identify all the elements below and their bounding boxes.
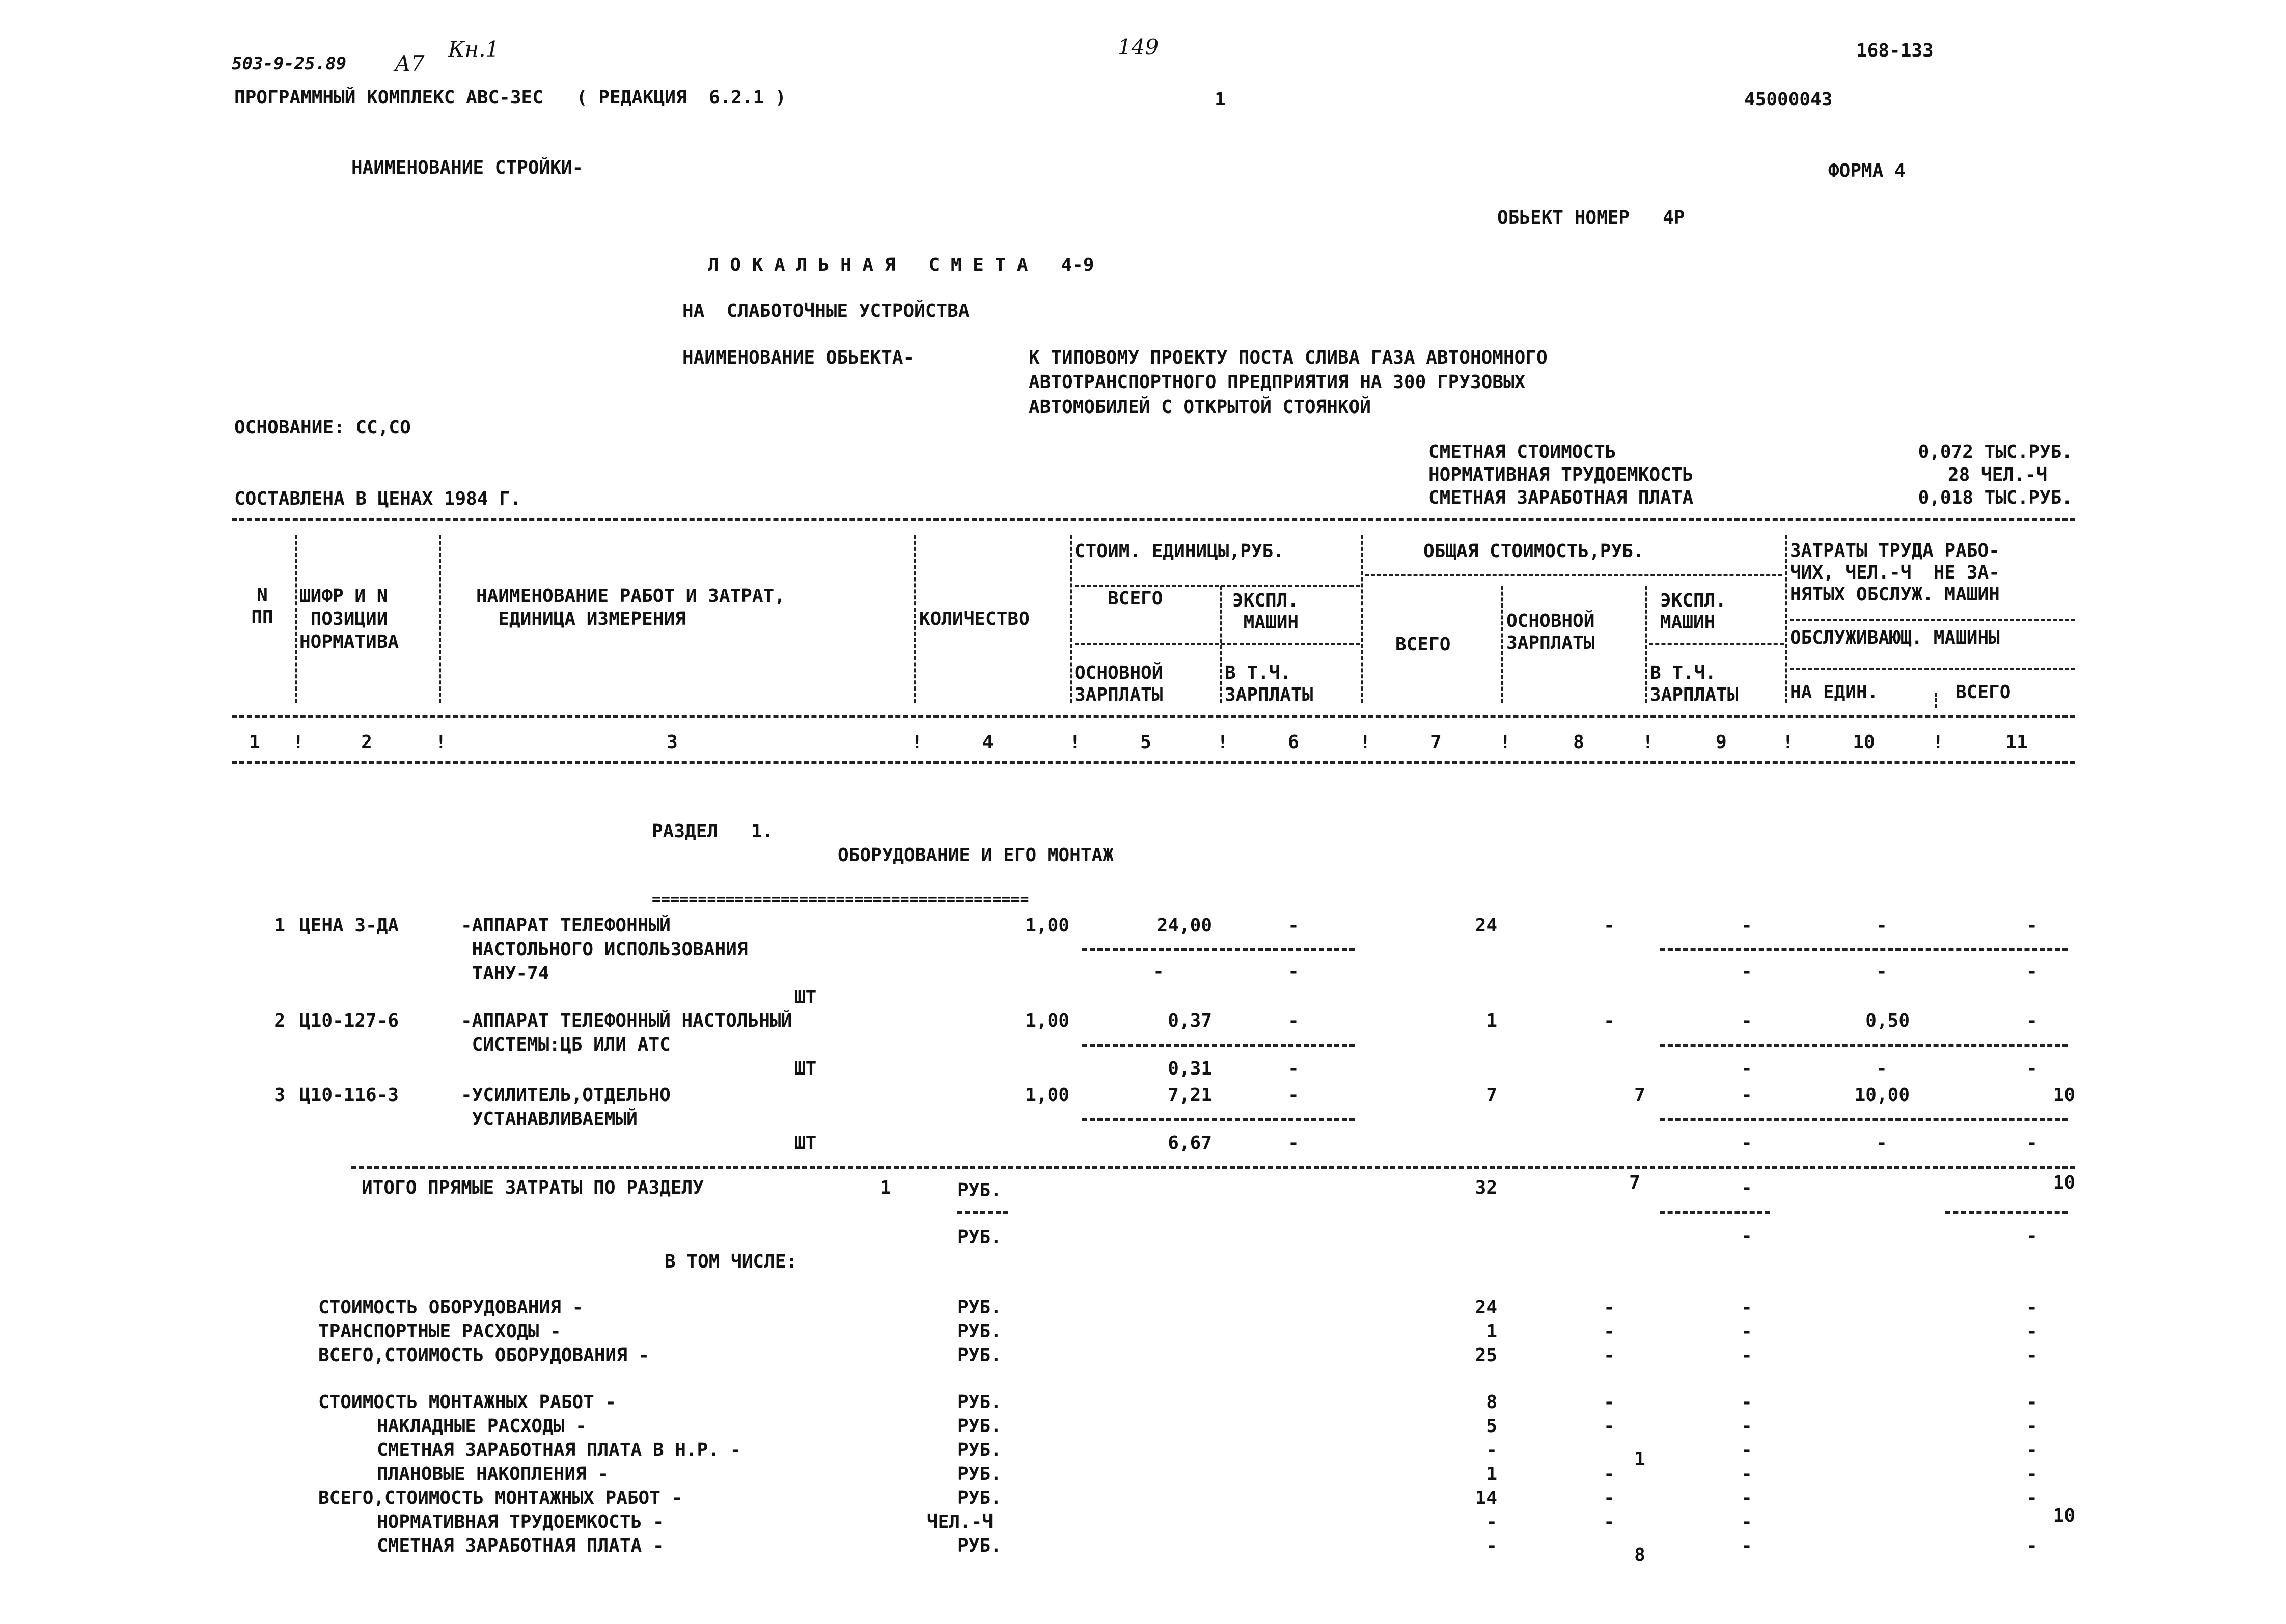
breakdown-mach: - <box>1741 1511 1752 1532</box>
breakdown-wage: - <box>1604 1392 1615 1413</box>
item-unit: ШТ <box>794 1058 817 1079</box>
col-header-total-incl: В Т.Ч. ЗАРПЛАТЫ <box>1650 663 1739 706</box>
col-header-total-all: ВСЕГО <box>1395 634 1451 655</box>
item-unit-total: 7,21 <box>1168 1085 1212 1106</box>
item-incl: - <box>1741 961 1752 982</box>
subheader-rule <box>1649 643 1784 645</box>
object-name-line: К ТИПОВОМУ ПРОЕКТУ ПОСТА СЛИВА ГАЗА АВТОНОМНОГО <box>1029 347 1548 368</box>
item-labor-unit: 10,00 <box>1854 1085 1910 1106</box>
item-qty: 1,00 <box>1025 1010 1069 1031</box>
item-labor-all: - <box>2026 1058 2037 1079</box>
summary-label: СМЕТНАЯ ЗАРАБОТНАЯ ПЛАТА <box>1428 487 1694 508</box>
breakdown-mach: - <box>1741 1440 1752 1461</box>
breakdown-labor: - <box>2026 1321 2037 1342</box>
column-number: 7 <box>1430 732 1442 753</box>
item-number: 2 <box>274 1010 285 1031</box>
section-label: РАЗДЕЛ 1. <box>652 821 774 842</box>
itogo-mach: - <box>1741 1177 1752 1198</box>
item-total: 7 <box>1486 1085 1497 1106</box>
breakdown-wage: - <box>1604 1345 1615 1366</box>
item-unit-mach: - <box>1288 1010 1299 1031</box>
forma-label: ФОРМА 4 <box>1828 160 1906 181</box>
summary-value: 28 ЧЕЛ.-Ч <box>1947 464 2047 485</box>
item-qty: 1,00 <box>1025 1085 1069 1106</box>
breakdown-total: 1 <box>1486 1464 1497 1484</box>
breakdown-mach: - <box>1741 1416 1752 1437</box>
column-separator <box>1501 586 1503 703</box>
itogo-wage: 7 <box>1629 1172 1640 1193</box>
item-number: 1 <box>274 915 285 936</box>
document-code: 45000043 <box>1744 89 1833 110</box>
program-line: ПРОГРАММНЫЙ КОМПЛЕКС АВС-3ЕС ( РЕДАКЦИЯ 6.2.1 ) <box>234 87 786 108</box>
item-name-line: СИСТЕМЫ:ЦБ ИЛИ АТС <box>461 1034 671 1055</box>
item-labor-unit: - <box>1876 1133 1887 1153</box>
item-labor-all: - <box>2026 915 2037 936</box>
breakdown-label: СТОИМОСТЬ ОБОРУДОВАНИЯ - <box>318 1297 584 1318</box>
item-name-line: -АППАРАТ ТЕЛЕФОННЫЙ НАСТОЛЬНЫЙ <box>461 1010 792 1031</box>
section-separator: ========================================= <box>652 891 1029 909</box>
including-label: В ТОМ ЧИСЛЕ: <box>665 1251 797 1272</box>
col-header-n: N ПП <box>251 585 273 628</box>
breakdown-total: 5 <box>1486 1416 1497 1437</box>
item-labor-unit: - <box>1876 915 1887 936</box>
column-numbers-rule <box>232 761 2075 764</box>
item-mach: - <box>1741 1085 1752 1106</box>
breakdown-labor: - <box>2026 1297 2037 1318</box>
breakdown-labor: - <box>2026 1392 2037 1413</box>
col-header-qty: КОЛИЧЕСТВО <box>919 609 1030 629</box>
col-header-total-cost: ОБЩАЯ СТОИМОСТЬ,РУБ. <box>1423 541 1644 562</box>
breakdown-total: 1 <box>1486 1321 1497 1342</box>
archive-stamp-book: Кн.1 <box>448 37 500 62</box>
item-labor-unit: - <box>1876 961 1887 982</box>
breakdown-label: НАКЛАДНЫЕ РАСХОДЫ - <box>377 1416 587 1437</box>
item-labor-unit: - <box>1876 1058 1887 1079</box>
item-incl: - <box>1741 1133 1752 1153</box>
item-name-line: УСТАНАВЛИВАЕМЫЙ <box>461 1109 638 1130</box>
item-code: Ц10-116-3 <box>299 1085 399 1106</box>
itogo-total: 32 <box>1475 1177 1497 1198</box>
item-name-line: ТАНУ-74 <box>461 963 549 984</box>
table-header-rule <box>232 715 2075 718</box>
summary-label: СМЕТНАЯ СТОИМОСТЬ <box>1428 442 1616 462</box>
col-header-unit-mach: ЭКСПЛ. МАШИН <box>1232 590 1299 634</box>
col-header-labor-unit: НА ЕДИН. <box>1790 682 1879 703</box>
breakdown-total: 25 <box>1475 1345 1497 1366</box>
column-number: 8 <box>1573 732 1584 753</box>
itogo-mach-2: - <box>1741 1226 1752 1247</box>
breakdown-mach: - <box>1741 1345 1752 1366</box>
breakdown-unit: РУБ. <box>957 1535 1002 1556</box>
item-number: 3 <box>274 1085 285 1106</box>
breakdown-mach: - <box>1741 1535 1752 1556</box>
item-unit-mach: - <box>1288 915 1299 936</box>
col-header-total-wage: ОСНОВНОЙ ЗАРПЛАТЫ <box>1506 611 1595 654</box>
item-name-line: -УСИЛИТЕЛЬ,ОТДЕЛЬНО <box>461 1085 671 1106</box>
column-separator <box>1785 535 1787 703</box>
breakdown-label: ПЛАНОВЫЕ НАКОПЛЕНИЯ - <box>377 1464 609 1484</box>
col-header-labor-all: ВСЕГО <box>1956 682 2011 703</box>
breakdown-mach: - <box>1741 1488 1752 1508</box>
breakdown-wage: - <box>1604 1416 1615 1437</box>
breakdown-total: 24 <box>1475 1297 1497 1318</box>
breakdown-labor: - <box>2026 1440 2037 1461</box>
column-separator <box>295 535 297 703</box>
item-labor-all: 10 <box>2053 1085 2075 1106</box>
item-incl: - <box>1741 1058 1752 1079</box>
breakdown-labor: - <box>2026 1345 2037 1366</box>
column-separator <box>914 535 916 703</box>
itogo-top-rule <box>351 1166 2075 1169</box>
item-name-line: НАСТОЛЬНОГО ИСПОЛЬЗОВАНИЯ <box>461 939 748 960</box>
item-mach: - <box>1741 1010 1752 1031</box>
breakdown-unit: РУБ. <box>957 1416 1002 1437</box>
itogo-label: ИТОГО ПРЯМЫЕ ЗАТРАТЫ ПО РАЗДЕЛУ <box>362 1177 704 1198</box>
breakdown-labor: - <box>2026 1535 2037 1556</box>
archive-stamp: 503-9-25.89 <box>232 53 347 74</box>
column-separator <box>439 535 441 703</box>
col-header-unit-incl: В Т.Ч. ЗАРПЛАТЫ <box>1225 663 1313 706</box>
breakdown-wage: - <box>1604 1511 1615 1532</box>
section-title: ОБОРУДОВАНИЕ И ЕГО МОНТАЖ <box>838 845 1114 866</box>
breakdown-label: ВСЕГО,СТОИМОСТЬ МОНТАЖНЫХ РАБОТ - <box>318 1488 683 1508</box>
column-number: 9 <box>1716 732 1727 753</box>
col-header-total-mach: ЭКСПЛ. МАШИН <box>1660 590 1727 634</box>
col-header-unit-total: ВСЕГО <box>1108 588 1163 609</box>
column-number: 10 <box>1853 732 1875 753</box>
object-number: ОБЬЕКТ НОМЕР 4Р <box>1497 207 1685 228</box>
subheader-rule <box>1790 668 2075 670</box>
column-separator <box>1361 535 1363 703</box>
item-unit-wage: - <box>1153 961 1164 982</box>
item-unit-wage: 0,31 <box>1168 1058 1212 1079</box>
subheader-rule <box>1365 574 1782 576</box>
subheader-rule <box>1075 643 1360 645</box>
item-wage: 7 <box>1634 1085 1645 1106</box>
breakdown-mach: - <box>1741 1392 1752 1413</box>
item-labor-all: - <box>2026 961 2037 982</box>
itogo-unit-2: РУБ. <box>957 1227 1002 1248</box>
column-number: 4 <box>982 732 994 753</box>
column-number: 11 <box>2005 732 2028 753</box>
breakdown-wage: - <box>1604 1464 1615 1484</box>
breakdown-wage: - <box>1604 1321 1615 1342</box>
breakdown-total: - <box>1486 1511 1497 1532</box>
breakdown-unit: РУБ. <box>957 1440 1002 1461</box>
column-number: 6 <box>1288 732 1299 753</box>
item-unit-total: 0,37 <box>1168 1010 1212 1031</box>
item-total: 1 <box>1486 1010 1497 1031</box>
item-labor-all: - <box>2026 1133 2037 1153</box>
item-unit-incl: - <box>1288 961 1299 982</box>
subheader-rule <box>1790 619 2075 621</box>
breakdown-wage: 1 <box>1634 1449 1645 1470</box>
breakdown-unit: РУБ. <box>957 1392 1002 1413</box>
column-number: 1 <box>249 732 260 753</box>
page-number: 149 <box>1118 35 1159 60</box>
item-unit-incl: - <box>1288 1058 1299 1079</box>
col-header-unit-wage: ОСНОВНОЙ ЗАРПЛАТЫ <box>1075 663 1163 706</box>
itogo-section: 1 <box>880 1177 891 1198</box>
breakdown-unit: ЧЕЛ.-Ч <box>927 1511 994 1532</box>
col-header-code: ШИФР И N ПОЗИЦИИ НОРМАТИВА <box>299 586 399 652</box>
breakdown-mach: - <box>1741 1297 1752 1318</box>
itogo-labor: 10 <box>2053 1172 2075 1193</box>
item-labor-unit: 0,50 <box>1865 1010 1910 1031</box>
item-total: 24 <box>1475 915 1497 936</box>
breakdown-wage: - <box>1604 1297 1615 1318</box>
document-title: Л О К А Л Ь Н А Я С М Е Т А 4-9 <box>708 255 1094 276</box>
basis-line: ОСНОВАНИЕ: СС,СО <box>234 417 411 438</box>
stroyka-label: НАИМЕНОВАНИЕ СТРОЙКИ- <box>351 157 584 178</box>
col-header-labor-serv: ОБСЛУЖИВАЮЩ. МАШИНЫ <box>1790 627 2000 648</box>
item-unit-incl: - <box>1288 1133 1299 1153</box>
sheet-number: 1 <box>1215 89 1226 110</box>
breakdown-unit: РУБ. <box>957 1488 1002 1508</box>
breakdown-wage: - <box>1604 1488 1615 1508</box>
item-code: Ц10-127-6 <box>299 1010 399 1031</box>
item-mach: - <box>1741 915 1752 936</box>
item-unit: ШТ <box>794 987 817 1008</box>
col-header-name: НАИМЕНОВАНИЕ РАБОТ И ЗАТРАТ, ЕДИНИЦА ИЗМЕРЕНИЯ <box>476 586 785 629</box>
subheader-rule <box>1075 585 1360 587</box>
item-name-line: -АППАРАТ ТЕЛЕФОННЫЙ <box>461 915 671 936</box>
itogo-labor-2: - <box>2026 1226 2037 1247</box>
breakdown-wage: 8 <box>1634 1545 1645 1565</box>
col-header-unit-cost: СТОИМ. ЕДИНИЦЫ,РУБ. <box>1075 541 1284 562</box>
breakdown-total: - <box>1486 1535 1497 1556</box>
column-separator <box>1935 693 1937 708</box>
breakdown-labor: - <box>2026 1416 2037 1437</box>
table-top-rule <box>232 518 2075 521</box>
item-labor-all: - <box>2026 1010 2037 1031</box>
object-name-label: НАИМЕНОВАНИЕ ОБЬЕКТА- <box>682 347 915 368</box>
column-separator <box>1645 586 1647 703</box>
breakdown-unit: РУБ. <box>957 1321 1002 1342</box>
doc-code: 168-133 <box>1856 40 1934 61</box>
object-name-line: АВТОМОБИЛЕЙ С ОТКРЫТОЙ СТОЯНКОЙ <box>1029 397 1371 418</box>
breakdown-mach: - <box>1741 1321 1752 1342</box>
summary-value: 0,018 ТЫС.РУБ. <box>1918 487 2073 508</box>
itogo-unit: РУБ. <box>957 1180 1002 1201</box>
item-qty: 1,00 <box>1025 915 1069 936</box>
column-number: 2 <box>361 732 372 753</box>
breakdown-labor: - <box>2026 1464 2037 1484</box>
item-unit: ШТ <box>794 1133 817 1153</box>
item-code: ЦЕНА 3-ДА <box>299 915 399 936</box>
archive-stamp-a: А7 <box>395 51 425 76</box>
price-base-line: СОСТАВЛЕНА В ЦЕНАХ 1984 Г. <box>234 488 521 509</box>
summary-value: 0,072 ТЫС.РУБ. <box>1918 442 2073 462</box>
breakdown-label: ТРАНСПОРТНЫЕ РАСХОДЫ - <box>318 1321 561 1342</box>
breakdown-label: СМЕТНАЯ ЗАРАБОТНАЯ ПЛАТА - <box>377 1535 664 1556</box>
col-header-labor: ЗАТРАТЫ ТРУДА РАБО- ЧИХ, ЧЕЛ.-Ч НЕ ЗА- НЯТЫХ ОБСЛУЖ. МАШИН <box>1790 540 2000 605</box>
item-wage: - <box>1604 1010 1615 1031</box>
breakdown-label: СМЕТНАЯ ЗАРАБОТНАЯ ПЛАТА В Н.Р. - <box>377 1440 741 1461</box>
breakdown-total: 8 <box>1486 1392 1497 1413</box>
breakdown-mach: - <box>1741 1464 1752 1484</box>
breakdown-total: - <box>1486 1440 1497 1461</box>
column-number: 3 <box>667 732 678 753</box>
item-wage: - <box>1604 915 1615 936</box>
item-unit-wage: 6,67 <box>1168 1133 1212 1153</box>
breakdown-label: ВСЕГО,СТОИМОСТЬ ОБОРУДОВАНИЯ - <box>318 1345 650 1366</box>
breakdown-labor: 10 <box>2053 1505 2075 1526</box>
breakdown-label: СТОИМОСТЬ МОНТАЖНЫХ РАБОТ - <box>318 1392 617 1413</box>
item-unit-mach: - <box>1288 1085 1299 1106</box>
breakdown-unit: РУБ. <box>957 1297 1002 1318</box>
breakdown-total: 14 <box>1475 1488 1497 1508</box>
column-number: 5 <box>1140 732 1151 753</box>
breakdown-unit: РУБ. <box>957 1345 1002 1366</box>
document-subtitle: НА СЛАБОТОЧНЫЕ УСТРОЙСТВА <box>682 300 970 321</box>
item-unit-total: 24,00 <box>1156 915 1212 936</box>
summary-label: НОРМАТИВНАЯ ТРУДОЕМКОСТЬ <box>1428 464 1694 485</box>
breakdown-label: НОРМАТИВНАЯ ТРУДОЕМКОСТЬ - <box>377 1511 664 1532</box>
breakdown-unit: РУБ. <box>957 1464 1002 1484</box>
breakdown-labor: - <box>2026 1488 2037 1508</box>
column-separator <box>1070 535 1072 703</box>
object-name-line: АВТОТРАНСПОРТНОГО ПРЕДПРИЯТИЯ НА 300 ГРУЗОВЫХ <box>1029 372 1526 393</box>
